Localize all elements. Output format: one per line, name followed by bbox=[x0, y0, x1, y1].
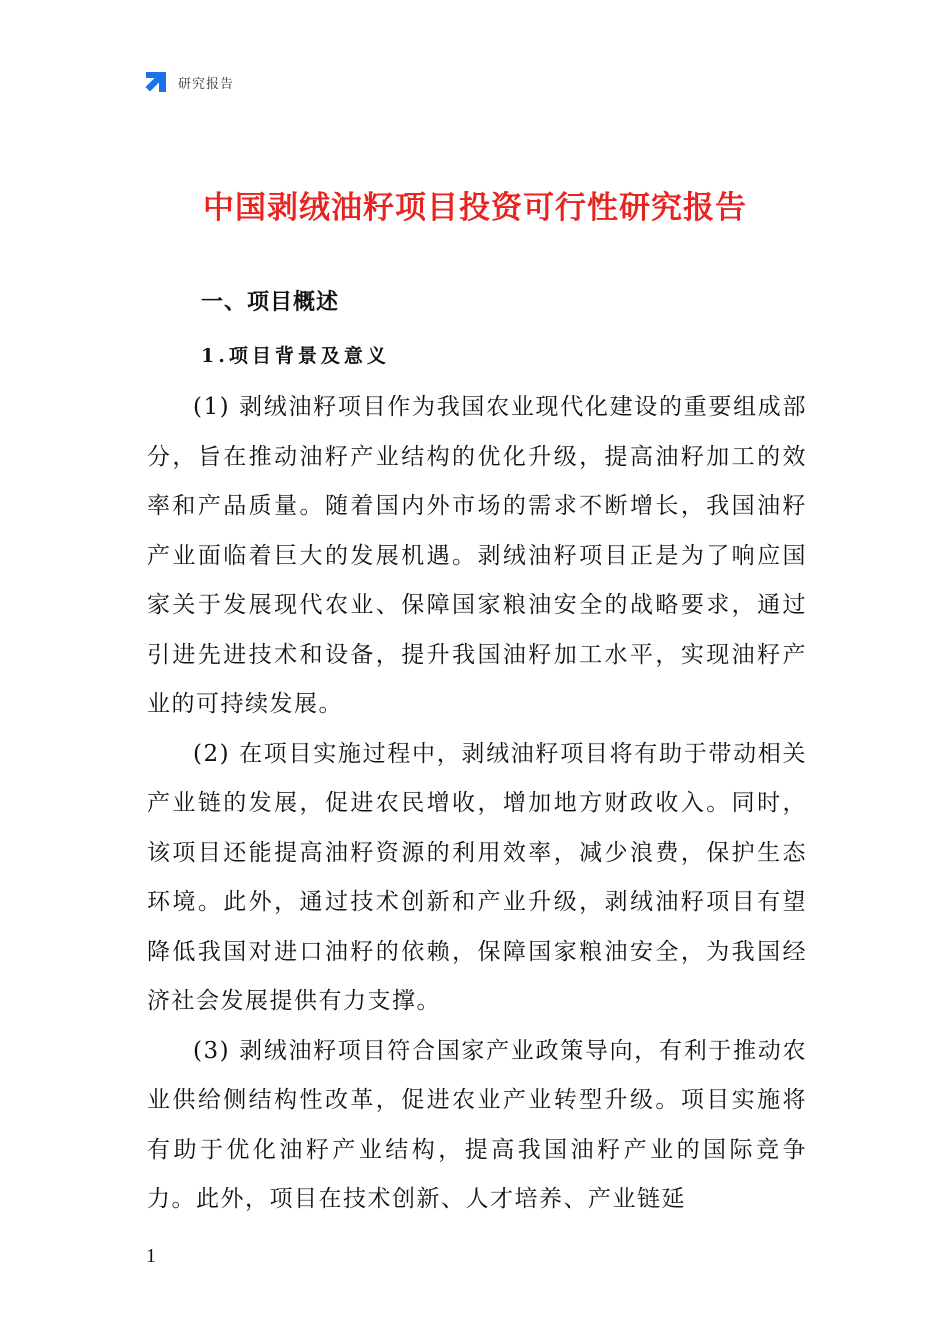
arrow-up-right-icon bbox=[143, 69, 169, 95]
section-heading: 一、项目概述 bbox=[201, 290, 340, 315]
paragraph-1: (1) 剥绒油籽项目作为我国农业现代化建设的重要组成部分，旨在推动油籽产业结构的优化升级，提高油籽加工的效率和产品质量。随着国内外市场的需求不断增长，我国油籽产业面临着巨大的发展机遇。剥绒油籽项目正是为了响应国家关于发展现代农业、保障国家粮油安全的战略要求，通过引进先进技术和设备，提升我国油籽加工水平，实现油籽产业的可持续发展。 bbox=[147, 394, 807, 717]
body-content bbox=[147, 383, 807, 1225]
document-header bbox=[143, 68, 234, 96]
paragraph-3: (3) 剥绒油籽项目符合国家产业政策导向，有利于推动农业供给侧结构性改革，促进农业产业转型升级。项目实施将有助于优化油籽产业结构，提高我国油籽产业的国际竞争力。此外，项目在技术创新、人才培养、产业链延 bbox=[147, 1037, 807, 1212]
header-label: 研究报告 bbox=[178, 76, 235, 92]
sub-heading: 1.项目背景及意义 bbox=[201, 345, 390, 367]
page-number: 1 bbox=[146, 1245, 156, 1267]
paragraph-2: (2) 在项目实施过程中，剥绒油籽项目将有助于带动相关产业链的发展，促进农民增收，增加地方财政收入。同时，该项目还能提高油籽资源的利用效率，减少浪费，保护生态环境。此外，通过技术创新和产业升级，剥绒油籽项目有望降低我国对进口油籽的依赖，保障国家粮油安全，为我国经济社会发展提供有力支撑。 bbox=[147, 740, 807, 1014]
document-title: 中国剥绒油籽项目投资可行性研究报告 bbox=[203, 190, 747, 226]
